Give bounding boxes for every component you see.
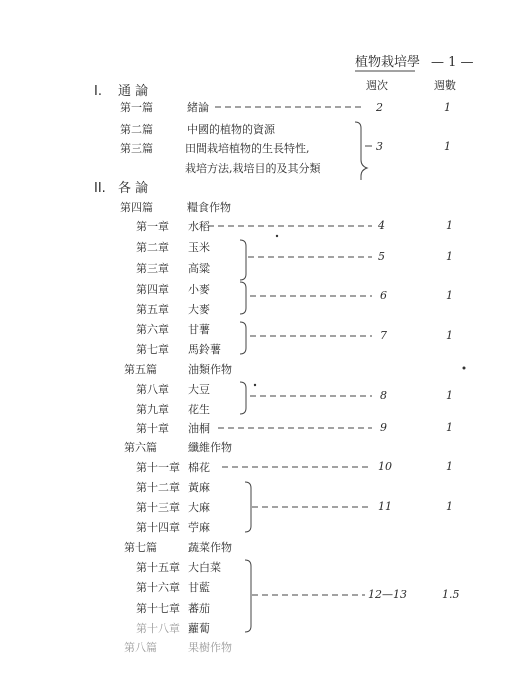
row-label: 第六章 [136,323,169,336]
row-week: 10 [378,460,392,473]
row-title: 果樹作物 [188,641,232,654]
row-label: 第五章 [136,303,169,316]
row-title: 大麥 [188,303,210,316]
row-title: 緒論 [187,101,209,114]
row-title: 花生 [188,403,210,416]
row-week: 6 [380,289,387,302]
row-label: 第十七章 [136,602,180,615]
row-title: 小麥 [188,283,210,296]
section-numeral: II. [94,181,106,196]
section-title: 各 論 [118,181,149,196]
row-title: 蕃茄 [188,602,210,615]
row-label: 第三篇 [120,142,153,155]
section-numeral: I. [94,84,102,99]
row-title: 蘿蔔 [188,622,210,635]
row-week: 3 [376,140,383,153]
row-label: 第一章 [136,220,169,233]
row-week: 9 [380,421,387,434]
row-title: 甘薯 [188,323,210,336]
row-title: 玉米 [188,241,210,254]
brace [355,122,367,180]
row-hours: 1 [446,460,453,473]
row-label: 第四章 [136,283,169,296]
row-title: 大豆 [188,383,210,396]
row-hours: 1 [446,500,453,513]
page-marker: — 1 — [431,55,474,70]
row-label: 第七章 [136,343,169,356]
row-week: 8 [380,389,387,402]
section-title: 通 論 [118,84,149,99]
row-title: 苧麻 [188,521,210,534]
row-week: 5 [378,250,385,263]
row-title: 纖維作物 [188,441,232,454]
row-week: 11 [378,500,392,513]
row-label: 第十六章 [136,581,180,594]
row-label: 第十章 [136,422,169,435]
row-label: 第十一章 [136,461,180,474]
col-week-count: 週次 [366,79,388,92]
row-label: 第五篇 [124,363,157,376]
row-hours: 1 [446,219,453,232]
row-week: 12—13 [368,588,407,601]
col-hours: 週數 [434,79,456,92]
row-label: 第十二章 [136,481,180,494]
row-hours: 1 [444,101,451,114]
row-title: 糧食作物 [187,201,231,214]
row-title: 高粱 [188,262,210,275]
row-hours: 1 [446,250,453,263]
row-title: 大白菜 [188,561,221,574]
row-week: 2 [376,101,383,114]
row-label: 第六篇 [124,441,157,454]
row-label: 第三章 [136,262,169,275]
row-hours: 1.5 [442,588,460,601]
row-label: 第一篇 [120,101,153,114]
row-label: 第十四章 [136,521,180,534]
row-label: 第十八章 [136,622,180,635]
row-label: 第二章 [136,241,169,254]
row-title: 栽培方法,栽培目的及其分類 [185,162,321,175]
row-title: 中國的植物的資源 [187,123,275,136]
row-title: 棉花 [188,461,210,474]
row-title: 馬鈴薯 [188,343,221,356]
row-hours: 1 [446,289,453,302]
row-title: 油類作物 [188,363,232,376]
row-week: 4 [378,219,385,232]
row-title: 蔬菜作物 [188,541,232,554]
row-hours: 1 [446,389,453,402]
row-label: 第十五章 [136,561,180,574]
row-label: 第八篇 [124,641,157,654]
row-label: 第十三章 [136,501,180,514]
course-title: 植物栽培學 [355,55,421,70]
row-week: 7 [380,329,387,342]
row-title: 黃麻 [188,481,210,494]
row-hours: 1 [444,140,451,153]
row-title: 大麻 [188,501,210,514]
row-label: 第二篇 [120,123,153,136]
row-label: 第九章 [136,403,169,416]
row-title: 水稻 [188,220,210,233]
row-label: 第七篇 [124,541,157,554]
row-title: 甘藍 [188,581,210,594]
row-hours: 1 [446,329,453,342]
row-title: 油桐 [188,422,210,435]
row-title: 田間栽培植物的生長特性, [185,142,310,155]
row-label: 第四篇 [120,201,153,214]
row-hours: 1 [446,421,453,434]
row-label: 第八章 [136,383,169,396]
